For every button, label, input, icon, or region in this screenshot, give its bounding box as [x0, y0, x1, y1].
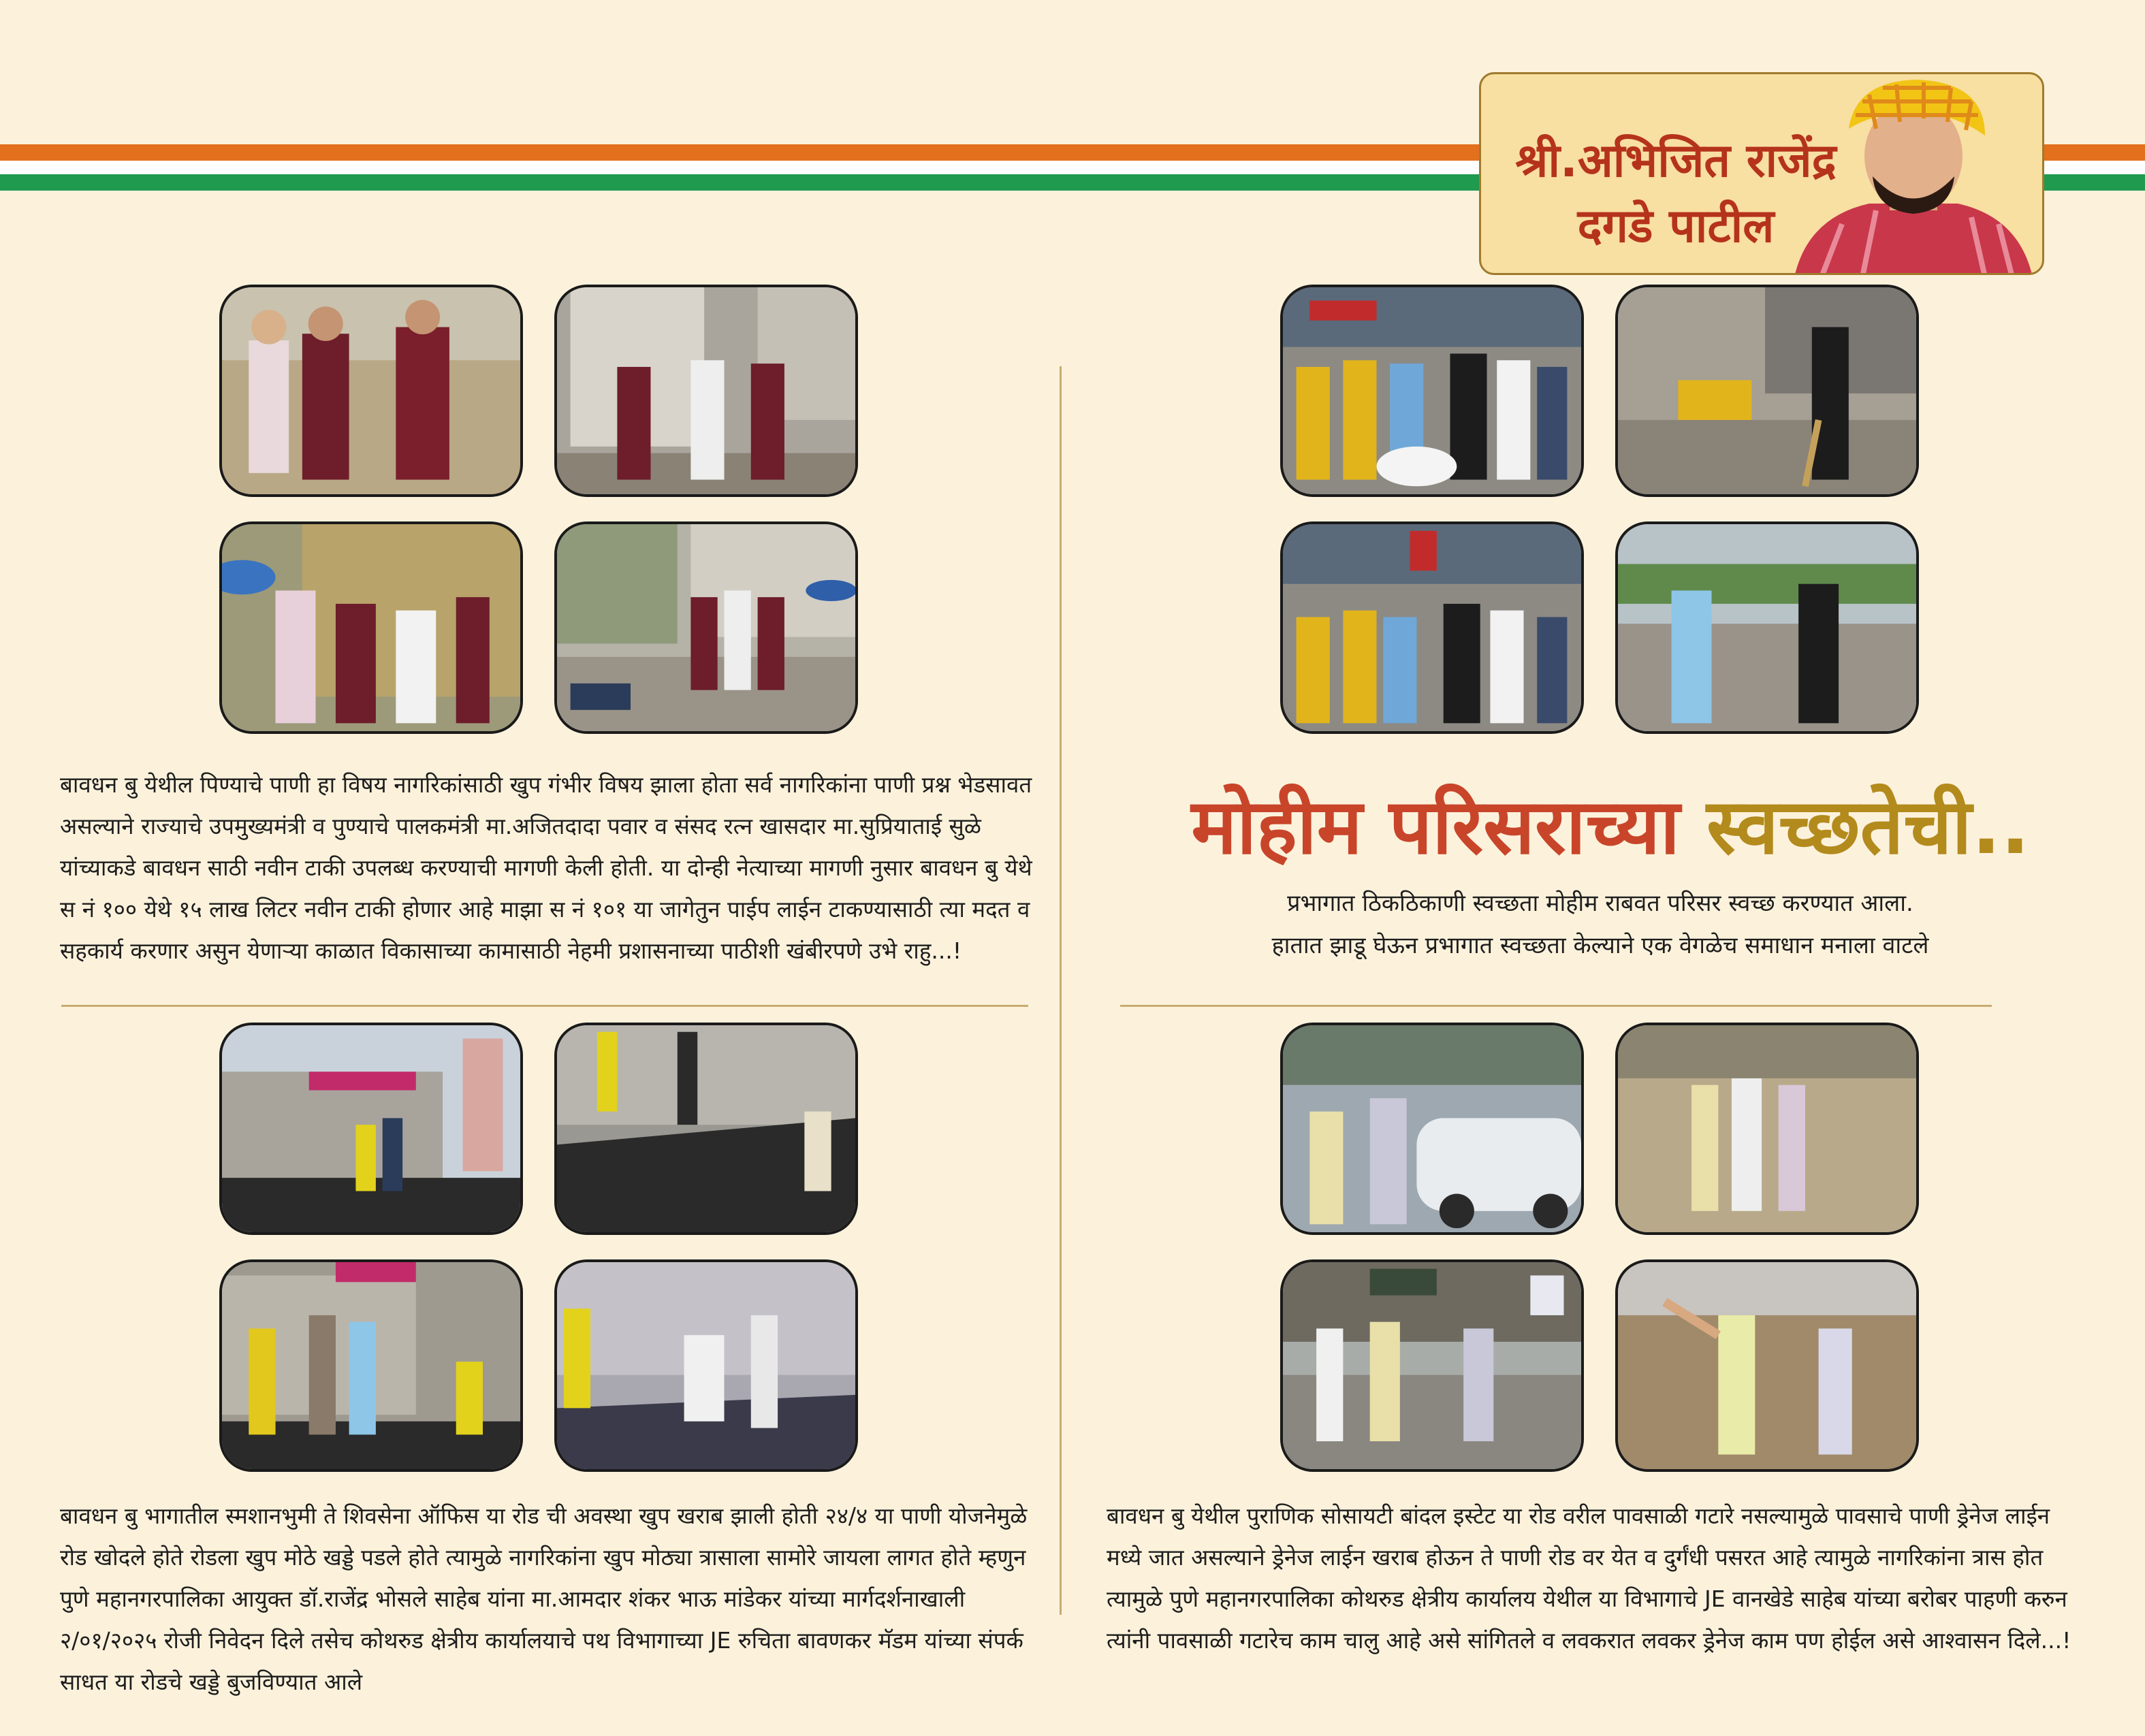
photo-road-2 — [554, 1023, 858, 1235]
photo-drainage-4 — [1615, 1259, 1919, 1472]
photo-drainage-3 — [1280, 1259, 1584, 1472]
cleanliness-line-2: हातात झाडू घेऊन प्रभागात स्वच्छता केल्याने एक वेगळेच समाधान मनाला वाटले — [1271, 932, 1929, 959]
photo-cleanliness-2 — [1615, 285, 1919, 497]
headline-part-1: मोहीम परिसराच्या — [1191, 783, 1707, 871]
name-line-1: श्री.अभिजित राजेंद्र — [1515, 134, 1837, 188]
drainage-description: बावधन बु येथील पुराणिक सोसायटी बांदल इस्टेट या रोड वरील पावसाळी गटारे नसल्यामुळे पावसाचे पाणी ड्रेनेज लाईन मध्ये जात असल्याने ड्रेनेज लाईन खराब होऊन ते पाणी रोड वर येत व दुर्गंधी पसरत आहे त्यामुळे नागरिकांना त्रास होत त्यामुळे पुणे महानगरपालिका कोथरुड क्षेत्रीय कार्यालय येथील या विभागाचे JE वानखेडे साहेब यांच्या बरोबर पाहणी करुन त्यांनी पावसाळी गटारेच काम चालु आहे असे सांगितले व लवकरात लवकर ड्रेनेज काम पण होईल असे आश्वासन दिले...! — [1107, 1502, 2071, 1654]
photo-cleanliness-3 — [1280, 521, 1584, 734]
cleanliness-description — [1198, 882, 2002, 967]
photo-road-1 — [219, 1023, 523, 1235]
left-section-divider — [61, 1005, 1028, 1007]
photo-water-site-1 — [219, 285, 523, 497]
photo-water-site-2 — [554, 285, 858, 497]
right-section-divider — [1120, 1005, 1992, 1007]
photo-cleanliness-1 — [1280, 285, 1584, 497]
photo-road-4 — [554, 1259, 858, 1472]
cleanliness-headline — [1168, 776, 2053, 878]
center-divider — [1060, 366, 1062, 1615]
headline-part-2: स्वच्छतेची.. — [1706, 783, 2030, 871]
name-badge — [1479, 72, 2044, 275]
name-line-2: दगडे पाटील — [1577, 199, 1775, 253]
cleanliness-line-1: प्रभागात ठिकठिकाणी स्वच्छता मोहीम राबवत परिसर स्वच्छ करण्यात आला. — [1287, 890, 1913, 917]
photo-road-3 — [219, 1259, 523, 1472]
photo-cleanliness-4 — [1615, 521, 1919, 734]
road-description: बावधन बु भागातील स्मशानभुमी ते शिवसेना ऑफिस या रोड ची अवस्था खुप खराब झाली होती २४/४ या पाणी योजनेमुळे रोड खोदले होते रोडला खुप मोठे खड्डे पडले होते त्यामुळे नागरिकांना खुप मोठ्या त्रासाला सामोरे जायला लागत होते म्हणुन पुणे महानगरपालिका आयुक्त डॉ.राजेंद्र भोसले साहेब यांना मा.आमदार शंकर भाऊ मांडेकर यांच्या मार्गदर्शनाखाली २/०१/२०२५ रोजी निवेदन दिले तसेच कोथरुड क्षेत्रीय कार्यालयाचे पथ विभागाच्या JE रुचिता बावणकर मॅडम यांच्या संपर्क साधत या रोडचे खड्डे बुजविण्यात आले — [60, 1502, 1028, 1695]
leader-portrait — [1781, 74, 2044, 275]
photo-water-site-3 — [219, 521, 523, 734]
photo-water-site-4 — [554, 521, 858, 734]
photo-drainage-1 — [1280, 1023, 1584, 1235]
water-description: बावधन बु येथील पिण्याचे पाणी हा विषय नागरिकांसाठी खुप गंभीर विषय झाला होता सर्व नागरिकांना पाणी प्रश्न भेडसावत असल्याने राज्याचे उपमुख्यमंत्री व पुण्याचे पालकमंत्री मा.अजितदादा पवार व संसद रत्न खासदार मा.सुप्रियाताई सुळे यांच्याकडे बावधन साठी नवीन टाकी उपलब्ध करण्याची मागणी केली होती. या दोन्ही नेत्याच्या मागणी नुसार बावधन बु येथे स नं १०० येथे १५ लाख लिटर नवीन टाकी होणार आहे माझा स नं १०१ या जागेतुन पाईप लाईन टाकण्यासाठी त्या मदत व सहकार्य करणार असुन येणाऱ्या काळात विकासाच्या कामासाठी नेहमी प्रशासनाच्या पाठीशी खंबीरपणे उभे राहु...! — [60, 771, 1032, 964]
photo-drainage-2 — [1615, 1023, 1919, 1235]
